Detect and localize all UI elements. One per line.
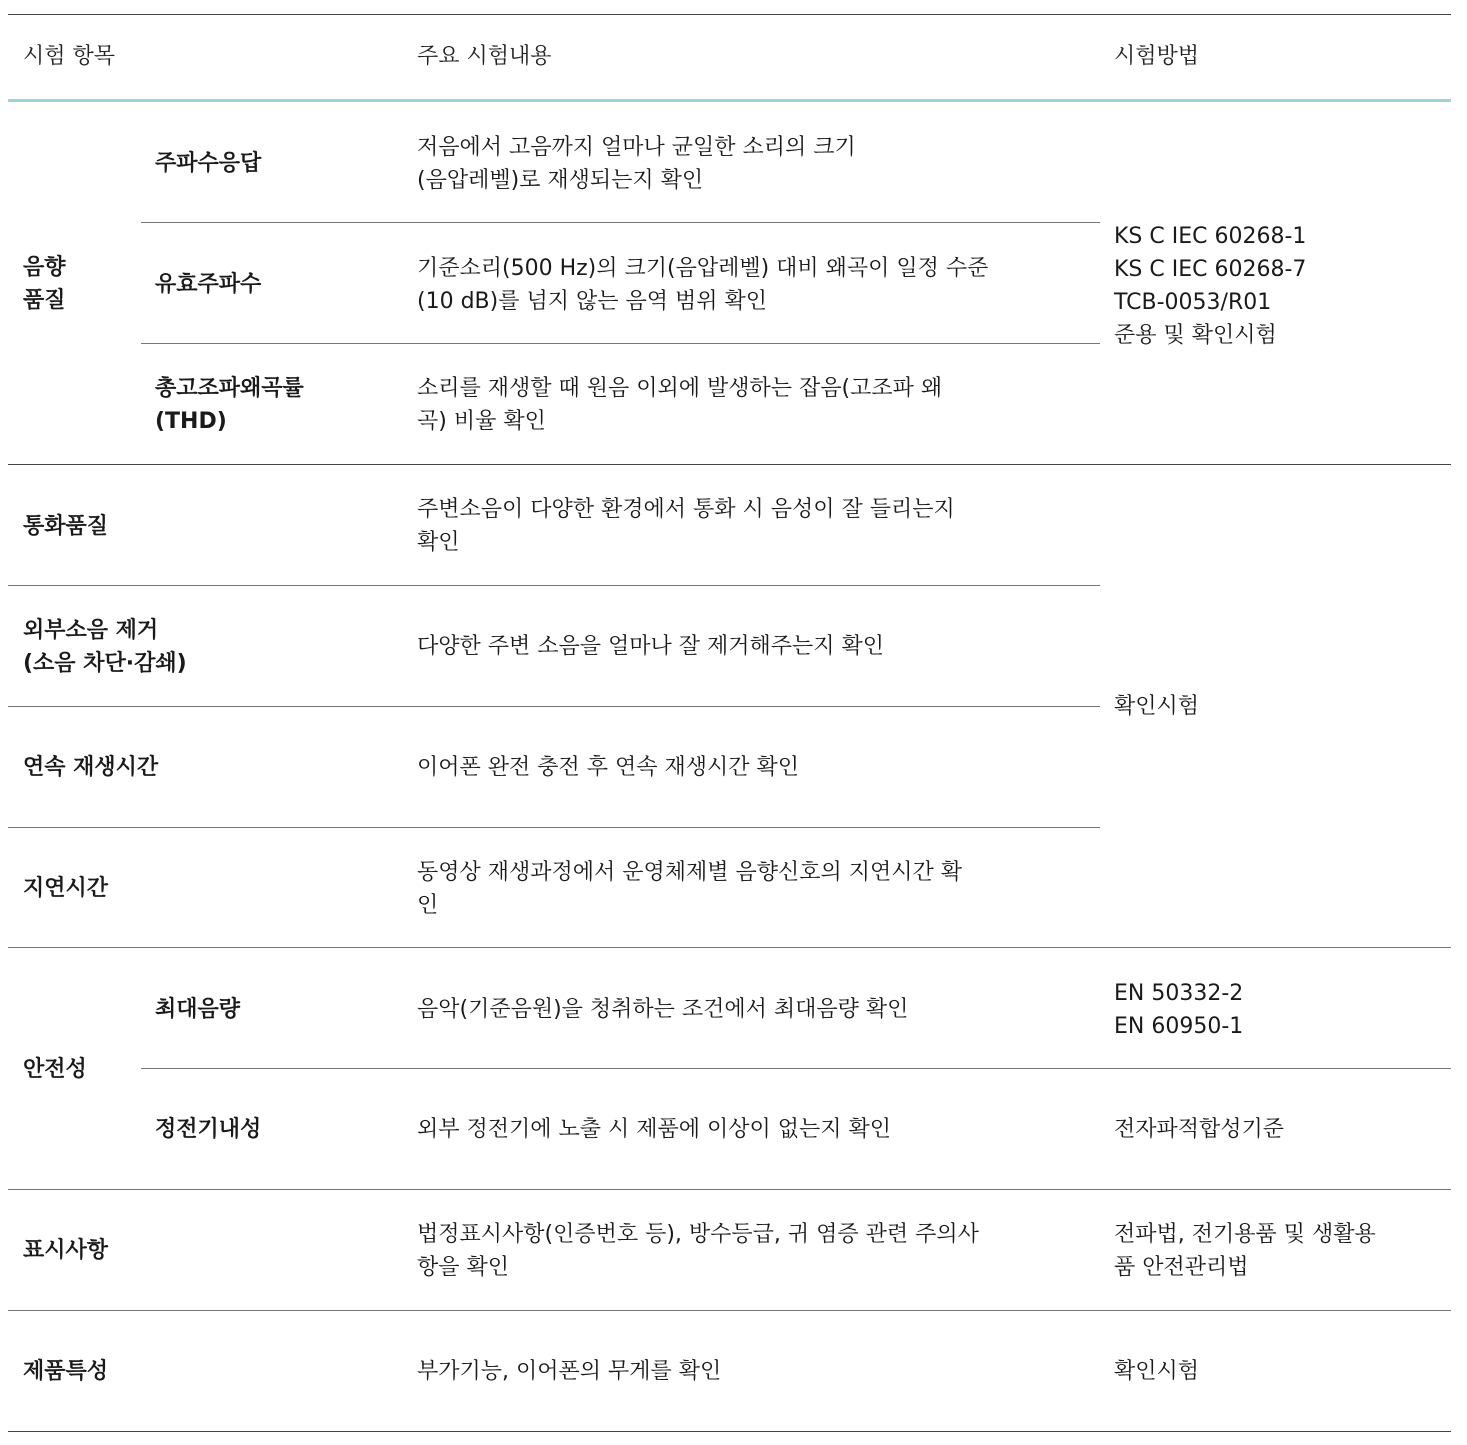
content-line: 인 (417, 893, 439, 918)
label-line: 총고조파왜곡률 (155, 376, 304, 401)
item-label-thd (155, 372, 304, 438)
header-bottom-rule (8, 99, 1451, 102)
item-label-playback-time: 연속 재생시간 (23, 755, 159, 780)
content-line: 항을 확인 (417, 1255, 510, 1280)
item-label-esd: 정전기내성 (155, 1117, 262, 1142)
header-test-content: 주요 시험내용 (417, 44, 552, 69)
row-divider (8, 585, 1100, 586)
item-content-max-volume: 음악(기준음원)을 청취하는 조건에서 최대음량 확인 (417, 997, 909, 1022)
item-label-product: 제품특성 (23, 1359, 109, 1384)
label-line: (소음 차단·감쇄) (23, 651, 187, 676)
method-line: EN 50332-2 (1114, 981, 1244, 1006)
content-line: (음압레벨)로 재생되는지 확인 (417, 168, 704, 193)
row-divider (141, 1068, 1451, 1069)
method-line: 품 안전관리법 (1114, 1255, 1249, 1280)
item-content-frequency-response (417, 131, 856, 197)
content-line: 곡) 비율 확인 (417, 409, 546, 434)
section-divider (8, 464, 1451, 465)
method-line: 준용 및 확인시험 (1114, 323, 1277, 348)
group-label-sound-quality (23, 251, 66, 317)
method-sound-quality (1114, 220, 1306, 352)
method-line: KS C IEC 60268-7 (1114, 257, 1307, 282)
label-line: 외부소음 제거 (23, 618, 159, 643)
content-line: 기준소리(500 Hz)의 크기(음압레벨) 대비 왜곡이 일정 수준 (417, 256, 989, 281)
method-line: TCB-0053/R01 (1114, 290, 1272, 315)
row-divider (8, 827, 1100, 828)
item-content-thd (417, 372, 942, 438)
content-line: 소리를 재생할 때 원음 이외에 발생하는 잡음(고조파 왜 (417, 376, 943, 401)
header-test-item: 시험 항목 (23, 44, 116, 69)
item-content-latency (417, 856, 962, 922)
item-label-max-volume: 최대음량 (155, 997, 241, 1022)
method-esd: 전자파적합성기준 (1114, 1117, 1285, 1142)
table-bottom-rule (8, 1431, 1451, 1432)
section-divider (8, 947, 1451, 948)
content-line: 주변소음이 다양한 환경에서 통화 시 음성이 잘 들리는지 (417, 497, 955, 522)
item-content-playback-time: 이어폰 완전 충전 후 연속 재생시간 확인 (417, 755, 799, 780)
header-test-method: 시험방법 (1114, 44, 1200, 69)
item-label-labeling: 표시사항 (23, 1238, 109, 1263)
item-label-effective-frequency: 유효주파수 (155, 272, 262, 297)
row-divider (141, 222, 1100, 223)
content-line: 저음에서 고음까지 얼마나 균일한 소리의 크기 (417, 135, 856, 160)
group-label-safety: 안전성 (23, 1057, 87, 1082)
content-line: 동영상 재생과정에서 운영체제별 음향신호의 지연시간 확 (417, 860, 963, 885)
item-content-labeling (417, 1218, 979, 1284)
item-label-frequency-response: 주파수응답 (155, 151, 262, 176)
item-content-esd: 외부 정전기에 노출 시 제품에 이상이 없는지 확인 (417, 1117, 891, 1142)
group-label-line: 품질 (23, 288, 66, 313)
item-content-noise-cancel: 다양한 주변 소음을 얼마나 잘 제거해주는지 확인 (417, 634, 885, 659)
method-confirmation: 확인시험 (1114, 694, 1200, 719)
method-labeling (1114, 1218, 1376, 1284)
section-divider (8, 1189, 1451, 1190)
label-line: (THD) (155, 409, 227, 434)
method-line: 전파법, 전기용품 및 생활용 (1114, 1222, 1376, 1247)
group-label-line: 음향 (23, 255, 66, 280)
row-divider (8, 706, 1100, 707)
content-line: 확인 (417, 530, 460, 555)
table-top-rule (8, 14, 1451, 15)
content-line: (10 dB)를 넘지 않는 음역 범위 확인 (417, 289, 767, 314)
item-content-product: 부가기능, 이어폰의 무게를 확인 (417, 1359, 722, 1384)
method-line: KS C IEC 60268-1 (1114, 224, 1307, 249)
item-label-noise-cancel (23, 614, 187, 680)
row-divider (141, 343, 1100, 344)
item-content-call-quality (417, 493, 955, 559)
content-line: 법정표시사항(인증번호 등), 방수등급, 귀 염증 관련 주의사 (417, 1222, 979, 1247)
section-divider (8, 1310, 1451, 1311)
method-product: 확인시험 (1114, 1359, 1200, 1384)
item-label-call-quality: 통화품질 (23, 514, 109, 539)
method-line: EN 60950-1 (1114, 1014, 1244, 1039)
method-max-volume (1114, 977, 1243, 1043)
item-content-effective-frequency (417, 252, 988, 318)
item-label-latency: 지연시간 (23, 876, 109, 901)
